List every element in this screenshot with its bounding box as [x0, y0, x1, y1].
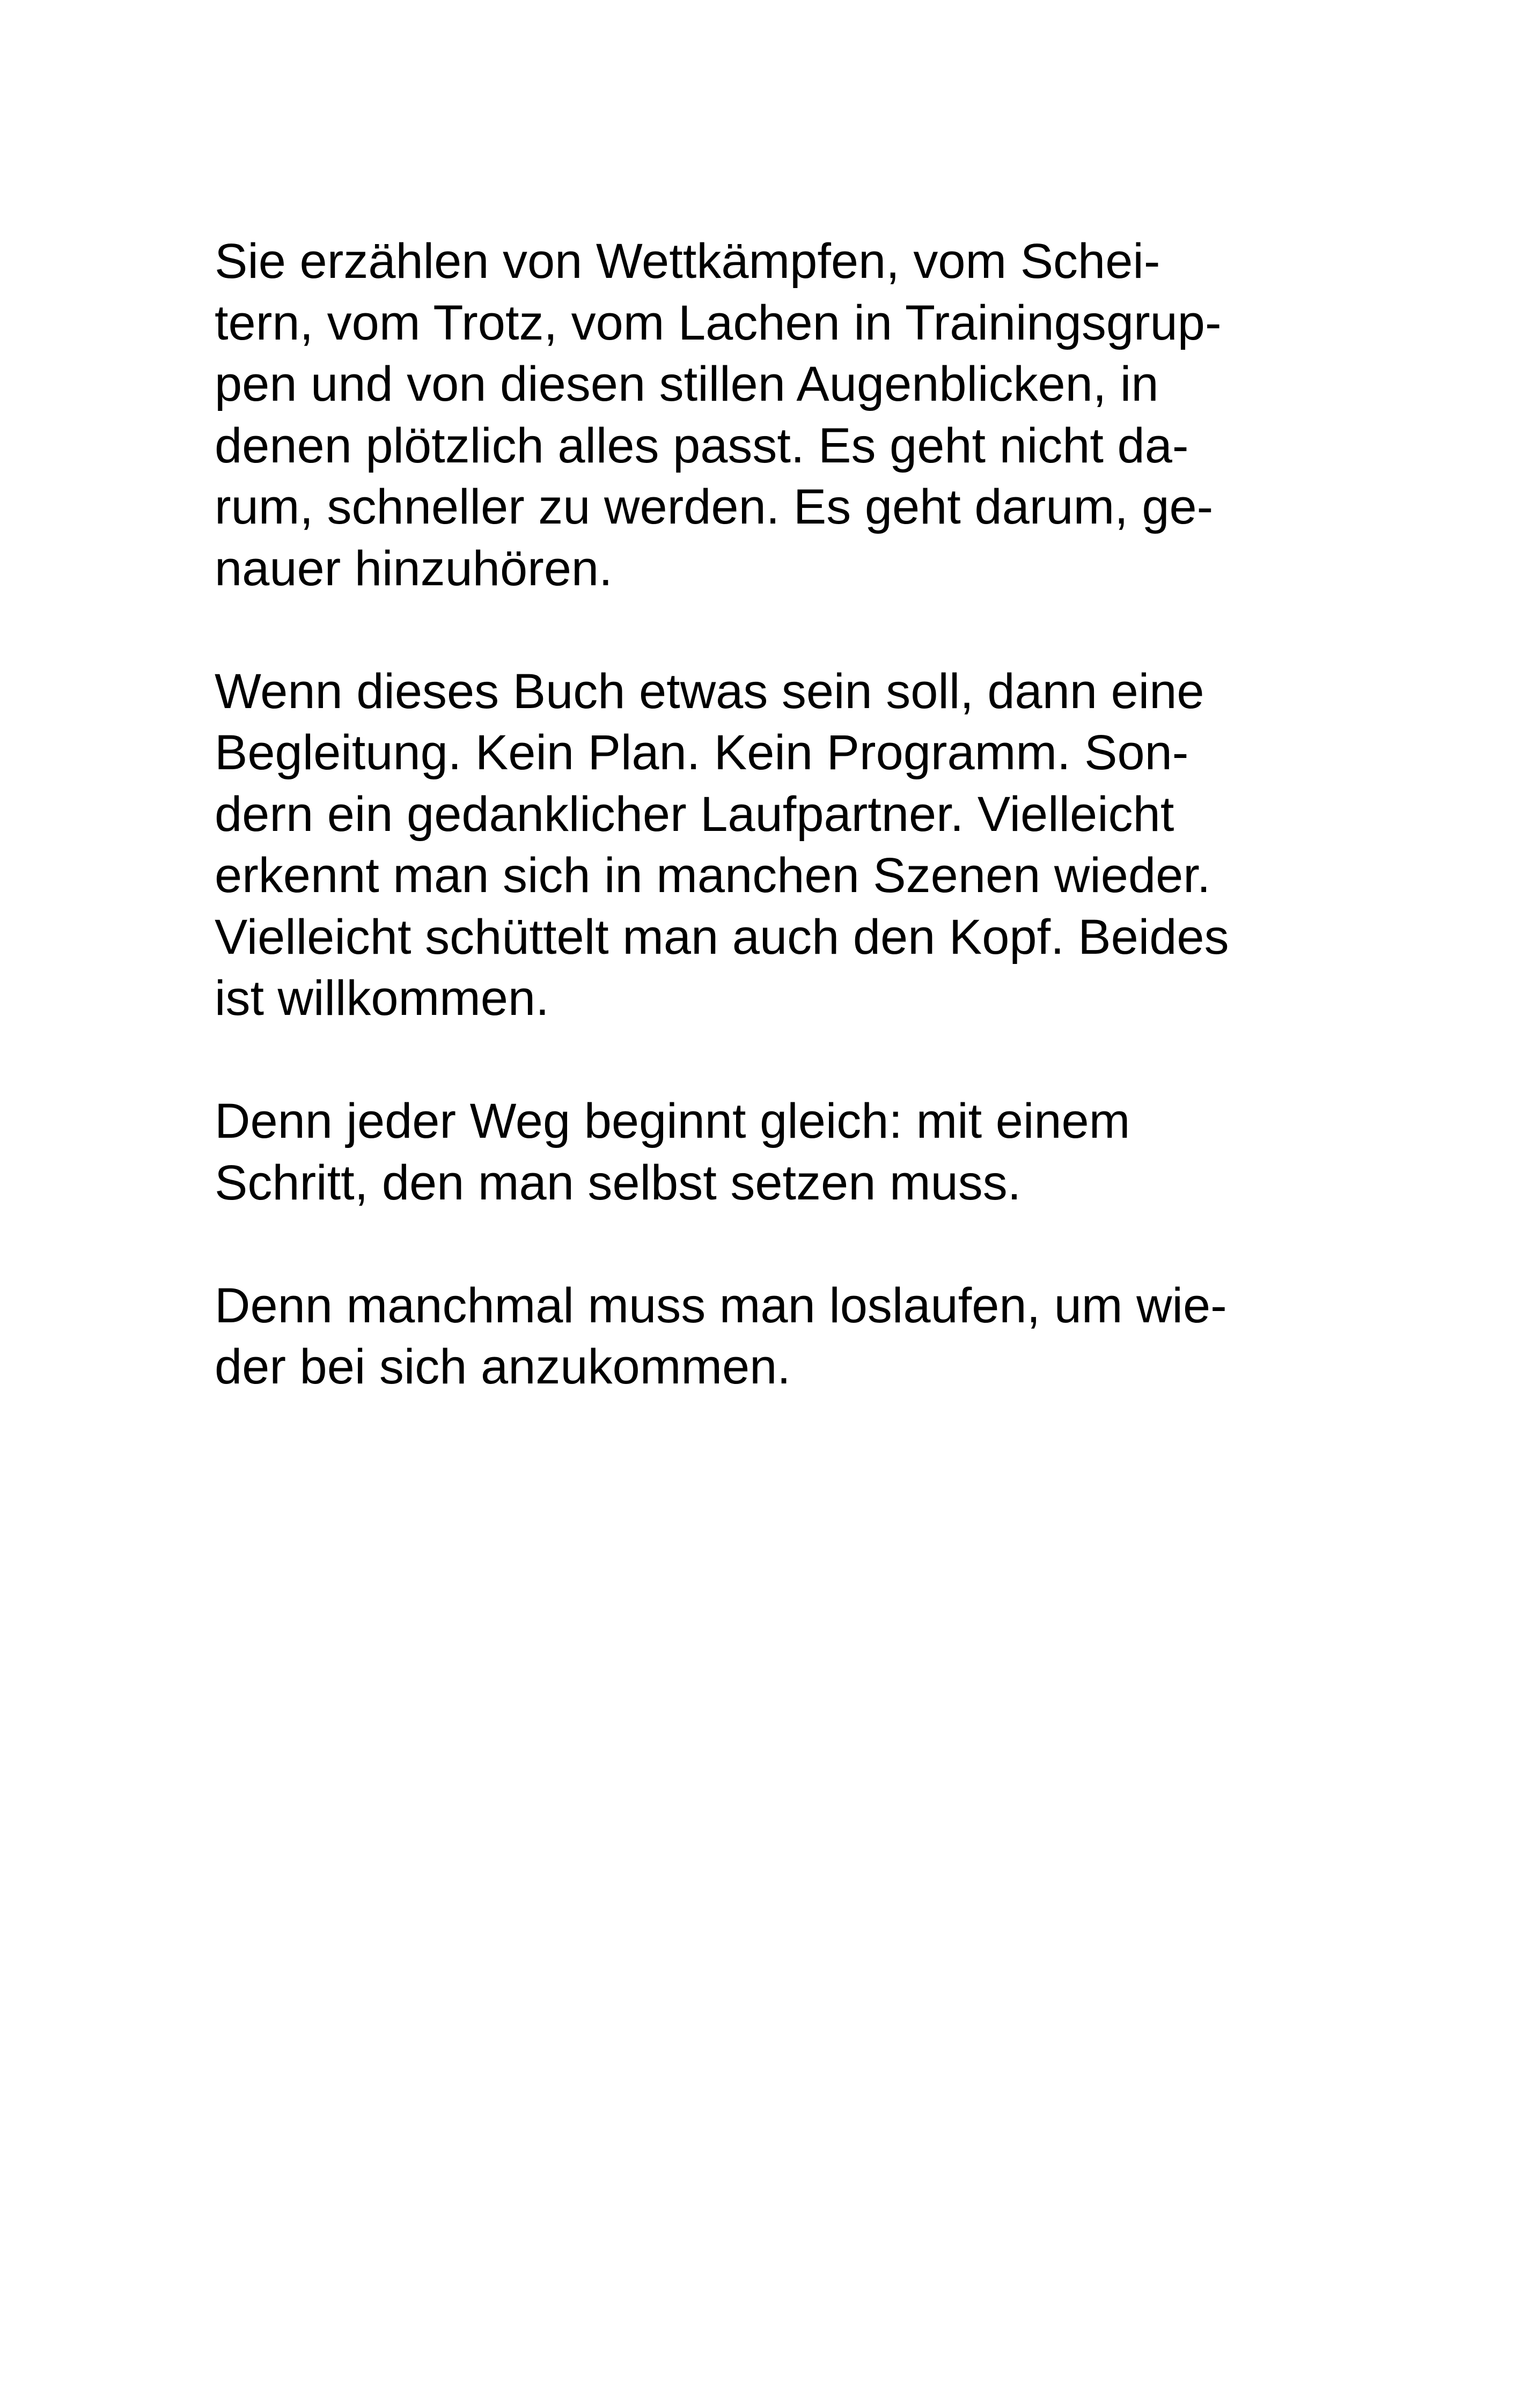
text-line: ist willkommen.	[215, 971, 549, 1026]
text-line: rum, schneller zu werden. Es geht darum, ge-	[215, 480, 1214, 534]
text-line: Sie erzählen von Wettkämpfen, vom Schei-	[215, 234, 1160, 289]
text-line: Begleitung. Kein Plan. Kein Programm. Son-	[215, 725, 1189, 780]
text-line: erkennt man sich in manchen Szenen wieder.	[215, 848, 1211, 903]
text-line: Denn manchmal muss man loslaufen, um wie-	[215, 1278, 1227, 1333]
text-line: Wenn dieses Buch etwas sein soll, dann eine	[215, 664, 1204, 719]
text-line: pen und von diesen stillen Augenblicken, in	[215, 357, 1159, 411]
text-line: Denn jeder Weg beginnt gleich: mit einem	[215, 1094, 1130, 1148]
text-line: nauer hinzuhören.	[215, 541, 613, 596]
text-line: dern ein gedanklicher Laufpartner. Vielleicht	[215, 786, 1174, 842]
body-text	[215, 231, 1320, 1459]
text-line: tern, vom Trotz, vom Lachen in Trainingsgrup-	[215, 295, 1222, 350]
paragraph-1	[215, 231, 1320, 599]
text-line: denen plötzlich alles passt. Es geht nicht da-	[215, 418, 1189, 473]
text-line: der bei sich anzukommen.	[215, 1339, 791, 1394]
text-line: Schritt, den man selbst setzen muss.	[215, 1155, 1022, 1210]
paragraph-4	[215, 1275, 1320, 1398]
paragraph-3	[215, 1091, 1320, 1213]
text-line: Vielleicht schüttelt man auch den Kopf. Beides	[215, 909, 1229, 964]
paragraph-2	[215, 661, 1320, 1029]
